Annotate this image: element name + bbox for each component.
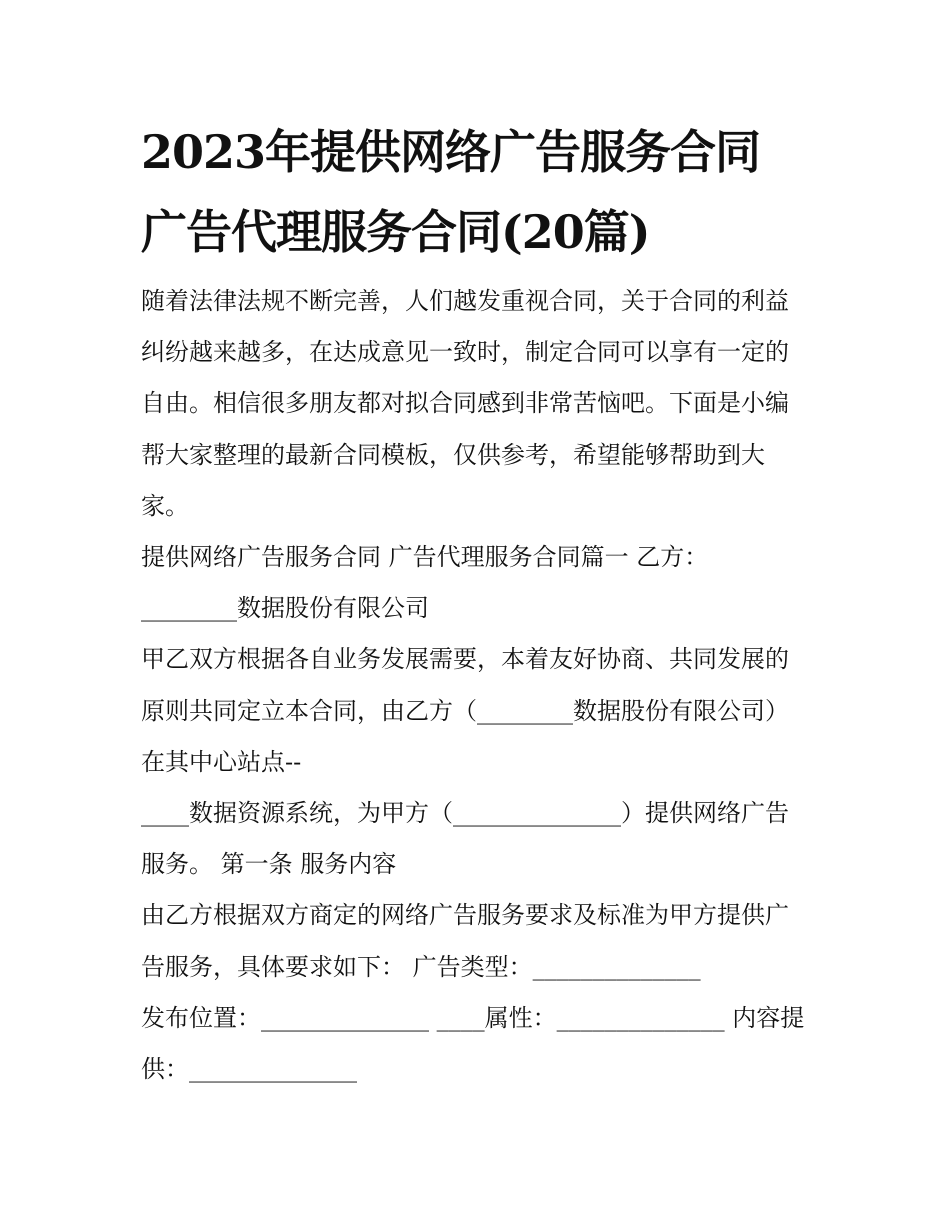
text-line: 服务。 第一条 服务内容 [141,850,397,879]
text-line: 提供网络广告服务合同 广告代理服务合同篇一 乙方： [141,543,709,572]
title-line: 广告代理服务合同(20篇) [141,205,650,259]
text-line: ________数据股份有限公司 [141,594,429,623]
contract-heading-paragraph [141,532,831,634]
text-line: 由乙方根据双方商定的网络广告服务要求及标准为甲方提供广 [141,901,789,930]
document-title [141,112,831,272]
title-line: 2023年提供网络广告服务合同 [141,125,761,179]
agreement-paragraph [141,634,831,788]
text-line: 帮大家整理的最新合同模板，仅供参考，希望能够帮助到大 [141,440,765,469]
text-line: 纠纷越来越多，在达成意见一致时，制定合同可以享有一定的 [141,338,789,367]
text-line: 供：______________ [141,1055,357,1084]
text-line: 发布位置：______________ ____属性：______________ 内容提 [141,1003,805,1032]
text-line: 在其中心站点-- [141,747,302,776]
text-line: 自由。相信很多朋友都对拟合同感到非常苦恼吧。下面是小编 [141,389,789,418]
placement-paragraph [141,993,831,1095]
requirements-paragraph [141,890,831,992]
text-line: 家。 [141,491,189,520]
text-line: 告服务，具体要求如下： 广告类型：______________ [141,952,701,981]
text-line: ____数据资源系统，为甲方（______________）提供网络广告 [141,799,789,828]
intro-paragraph [141,276,831,532]
text-line: 甲乙双方根据各自业务发展需要，本着友好协商、共同发展的 [141,645,789,674]
document-body [141,276,831,1095]
service-paragraph [141,788,831,890]
text-line: 随着法律法规不断完善，人们越发重视合同，关于合同的利益 [141,287,789,315]
text-line: 原则共同定立本合同，由乙方（________数据股份有限公司） [141,696,789,725]
